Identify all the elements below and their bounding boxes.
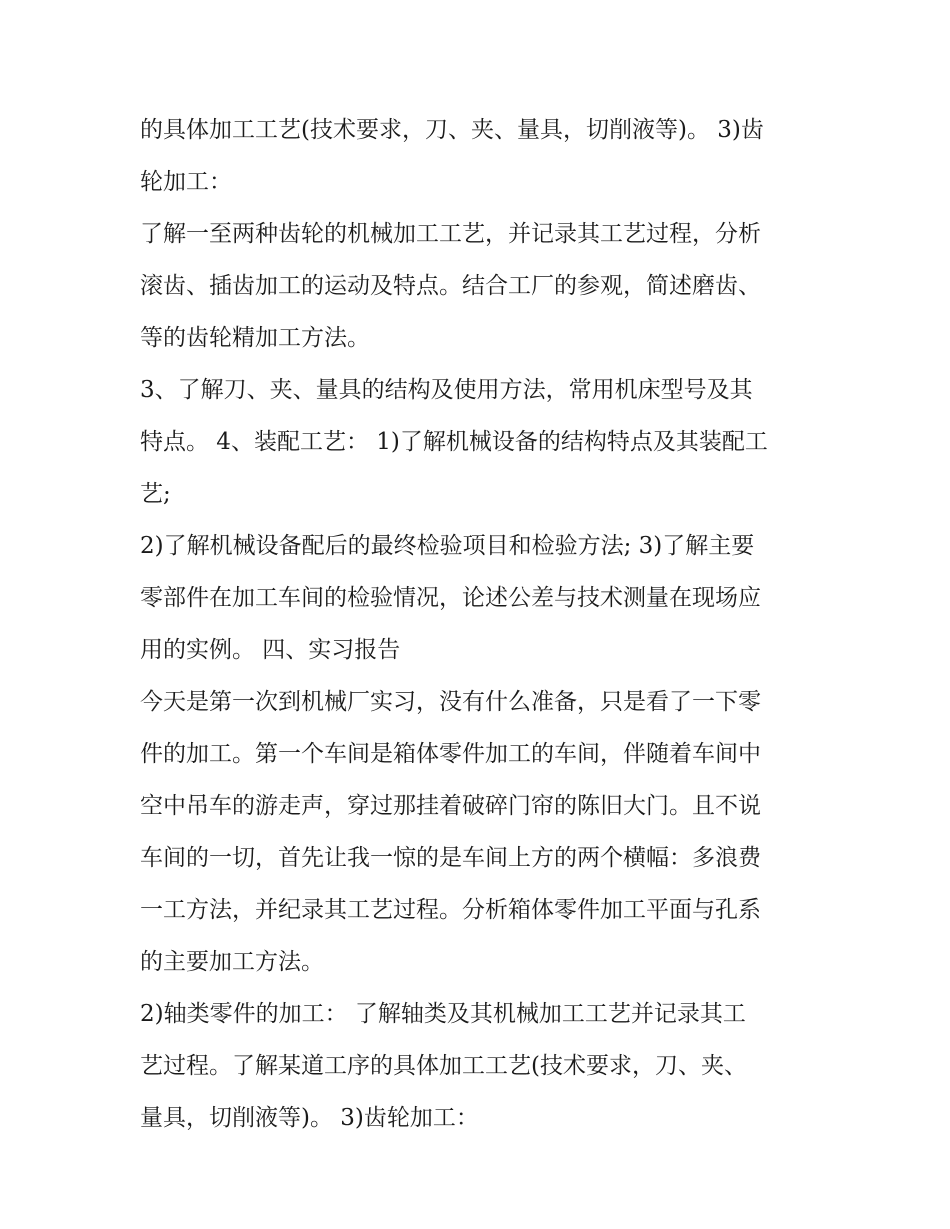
- text-line-14: 空中吊车的游走声，穿过那挂着破碎门帘的陈旧大门。且不说: [140, 793, 761, 819]
- text-line-6: 3、了解刀、夹、量具的结构及使用方法，常用机床型号及其: [140, 377, 753, 403]
- text-line-18: 2)轴类零件的加工： 了解轴类及其机械加工工艺并记录其工: [140, 1001, 746, 1027]
- text-line-9: 2)了解机械设备配后的最终检验项目和检验方法; 3)了解主要: [140, 533, 755, 559]
- text-line-4: 滚齿、插齿加工的运动及特点。结合工厂的参观，简述磨齿、: [140, 273, 761, 299]
- text-line-15: 车间的一切，首先让我一惊的是车间上方的两个横幅：多浪费: [140, 845, 761, 871]
- text-line-3: 了解一至两种齿轮的机械加工工艺，并记录其工艺过程，分析: [140, 221, 761, 247]
- text-line-12: 今天是第一次到机械厂实习，没有什么准备，只是看了一下零: [140, 689, 761, 715]
- text-line-1: 的具体加工工艺(技术要求，刀、夹、量具，切削液等)。 3)齿: [140, 117, 764, 143]
- text-line-20: 量具，切削液等)。 3)齿轮加工：: [140, 1105, 479, 1131]
- text-line-16: 一工方法，并纪录其工艺过程。分析箱体零件加工平面与孔系: [140, 897, 761, 923]
- text-line-13: 件的加工。第一个车间是箱体零件加工的车间，伴随着车间中: [140, 741, 761, 767]
- text-line-19: 艺过程。了解某道工序的具体加工工艺(技术要求，刀、夹、: [140, 1053, 747, 1079]
- text-line-2: 轮加工：: [140, 169, 232, 195]
- text-line-8: 艺;: [140, 481, 171, 507]
- text-line-17: 的主要加工方法。: [140, 949, 324, 975]
- text-line-7: 特点。 4、装配工艺： 1)了解机械设备的结构特点及其装配工: [140, 429, 768, 455]
- text-line-10: 零部件在加工车间的检验情况，论述公差与技术测量在现场应: [140, 585, 761, 611]
- text-line-5: 等的齿轮精加工方法。: [140, 325, 370, 351]
- text-line-11: 用的实例。 四、实习报告: [140, 637, 401, 663]
- document-body: [140, 104, 820, 1144]
